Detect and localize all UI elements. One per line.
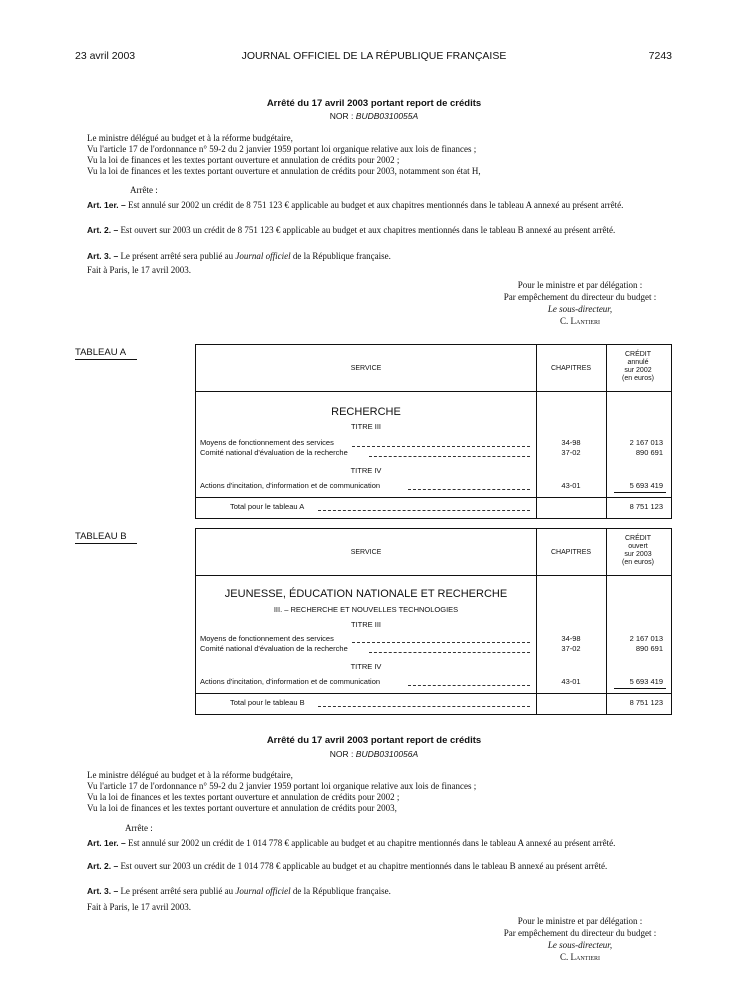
row-label: Comité national d'évaluation de la recherche — [200, 448, 348, 457]
arrete1-title: Arrêté du 17 avril 2003 portant report de crédits — [266, 98, 482, 109]
arrete2-line-1: Vu l'article 17 de l'ordonnance n° 59-2 du 2 janvier 1959 portant loi organique relative aux lois de finances ; — [87, 781, 477, 791]
col-credit-line: sur 2002 — [624, 367, 652, 374]
row-chapitre: 37-02 — [561, 644, 581, 653]
journal-officiel-italic: Journal officiel — [235, 886, 291, 896]
arrete1-signature-line-2: Par empêchement du directeur du budget : — [503, 292, 657, 302]
row-chapitre: 43-01 — [561, 481, 581, 490]
arrete1-line-1: Vu l'article 17 de l'ordonnance n° 59-2 du 2 janvier 1959 portant loi organique relative aux lois de finances ; — [87, 144, 477, 154]
header-date: 23 avril 2003 — [75, 50, 136, 62]
arrete2-article-1 — [75, 838, 672, 848]
arrete1-article-1 — [75, 200, 672, 210]
article-label: Art. 2. – — [87, 225, 119, 235]
journal-officiel-italic: Journal officiel — [235, 251, 291, 261]
nor-label: NOR : — [329, 749, 354, 759]
arrete1-line-3: Vu la loi de finances et les textes portant ouverture et annulation de crédits pour 2003, notamment son état H, — [87, 166, 481, 176]
section-title: JEUNESSE, ÉDUCATION NATIONALE ET RECHERCHE — [224, 588, 508, 600]
arrete2-article-3 — [75, 886, 672, 896]
titre-iv: TITRE IV — [350, 662, 382, 671]
row-label: Comité national d'évaluation de la recherche — [200, 644, 348, 653]
article-text: Est ouvert sur 2003 un crédit de 8 751 123 € applicable au budget et aux chapitres mentionnés dans le tableau B annexé au présent arrêté. — [120, 225, 616, 235]
col-credit-line: (en euros) — [622, 559, 654, 566]
col-service: SERVICE — [350, 549, 382, 556]
nor-code: BUDB0310056A — [355, 749, 419, 759]
arrete1-article-3 — [75, 251, 672, 261]
article-label: Art. 1er. – — [87, 838, 126, 848]
col-chapitres: CHAPITRES — [550, 549, 592, 556]
row-label: Actions d'incitation, d'information et de communication — [200, 677, 381, 686]
tableau-b-label: TABLEAU B — [75, 531, 137, 544]
arrete1-line-0: Le ministre délégué au budget et à la réforme budgétaire, — [87, 133, 293, 143]
arrete2-arrete: Arrête : — [125, 823, 153, 833]
col-credit-line: CRÉDIT — [624, 535, 652, 542]
row-label: Moyens de fonctionnement des services — [200, 438, 334, 447]
total-label: Total pour le tableau B — [230, 698, 305, 707]
nor-label: NOR : — [329, 111, 354, 121]
arrete1-line-2: Vu la loi de finances et les textes portant ouverture et annulation de crédits pour 2002 ; — [87, 155, 400, 165]
article-text: Le présent arrêté sera publié au — [120, 886, 234, 896]
article-label: Art. 3. – — [87, 251, 119, 261]
row-chapitre: 34-98 — [561, 634, 581, 643]
row-chapitre: 34-98 — [561, 438, 581, 447]
col-chapitres: CHAPITRES — [550, 365, 592, 372]
article-label: Art. 3. – — [87, 886, 119, 896]
titre-iii: TITRE III — [351, 620, 381, 629]
col-credit-line: annulé — [627, 359, 649, 366]
arrete1-signature-line-1: Pour le ministre et par délégation : — [517, 280, 643, 290]
total-label: Total pour le tableau A — [230, 502, 305, 511]
arrete1-nor — [0, 111, 748, 121]
row-label: Moyens de fonctionnement des services — [200, 634, 334, 643]
article-text: de la République française. — [292, 886, 391, 896]
arrete2-line-3: Vu la loi de finances et les textes portant ouverture et annulation de crédits pour 2003, — [87, 803, 397, 813]
row-credit: 2 167 013 — [629, 438, 663, 447]
row-credit: 5 693 419 — [629, 481, 663, 490]
row-credit: 890 691 — [635, 448, 663, 457]
col-service: SERVICE — [350, 365, 382, 372]
tableau-a — [195, 344, 672, 519]
arrete2-line-2: Vu la loi de finances et les textes portant ouverture et annulation de crédits pour 2002 ; — [87, 792, 400, 802]
article-text: de la République française. — [292, 251, 391, 261]
section-title: RECHERCHE — [331, 406, 401, 418]
nor-code: BUDB0310055A — [355, 111, 419, 121]
col-credit-line: (en euros) — [622, 375, 654, 382]
arrete1-fait: Fait à Paris, le 17 avril 2003. — [87, 265, 191, 275]
tableau-a-label: TABLEAU A — [75, 347, 137, 360]
arrete2-signatory: C. Lantieri — [560, 952, 600, 962]
article-text: Est annulé sur 2002 un crédit de 8 751 123 € applicable au budget et aux chapitres mentionnés dans le tableau A annexé au présent arrêté. — [128, 200, 624, 210]
article-text: Est ouvert sur 2003 un crédit de 1 014 778 € applicable au budget et au chapitre mentionnés dans le tableau B annexé au présent arrêté. — [120, 861, 608, 871]
arrete2-signature-line-1: Pour le ministre et par délégation : — [517, 916, 643, 926]
row-credit: 2 167 013 — [629, 634, 663, 643]
arrete2-title: Arrêté du 17 avril 2003 portant report de crédits — [266, 735, 482, 746]
arrete1-article-2 — [75, 225, 672, 235]
col-credit-line: ouvert — [628, 543, 648, 550]
header-journal-title: JOURNAL OFFICIEL DE LA RÉPUBLIQUE FRANÇAISE — [241, 50, 507, 62]
arrete2-fait: Fait à Paris, le 17 avril 2003. — [87, 902, 191, 912]
row-credit: 890 691 — [635, 644, 663, 653]
col-credit — [606, 351, 670, 383]
arrete2-signature-line-3: Le sous-directeur, — [547, 940, 613, 950]
article-text: Le présent arrêté sera publié au — [120, 251, 234, 261]
arrete1-signature-line-3: Le sous-directeur, — [547, 304, 613, 314]
article-label: Art. 2. – — [87, 861, 119, 871]
tableau-b — [195, 528, 672, 715]
subsection-title: III. – RECHERCHE ET NOUVELLES TECHNOLOGIES — [273, 605, 459, 614]
arrete2-nor — [0, 749, 748, 759]
arrete2-article-2 — [75, 861, 672, 871]
total-value: 8 751 123 — [629, 502, 663, 511]
row-chapitre: 43-01 — [561, 677, 581, 686]
arrete2-line-0: Le ministre délégué au budget et à la réforme budgétaire, — [87, 770, 293, 780]
header-page-number: 7243 — [648, 50, 672, 62]
article-text: Est annulé sur 2002 un crédit de 1 014 778 € applicable au budget et au chapitre mentionnés dans le tableau A annexé au présent arrêté. — [128, 838, 616, 848]
article-label: Art. 1er. – — [87, 200, 126, 210]
row-label: Actions d'incitation, d'information et de communication — [200, 481, 381, 490]
titre-iii: TITRE III — [351, 422, 381, 431]
arrete1-signatory: C. Lantieri — [560, 316, 600, 326]
arrete1-arrete: Arrête : — [130, 185, 158, 195]
col-credit — [606, 535, 670, 567]
row-chapitre: 37-02 — [561, 448, 581, 457]
col-credit-line: sur 2003 — [624, 551, 652, 558]
arrete2-signature-line-2: Par empêchement du directeur du budget : — [503, 928, 657, 938]
row-credit: 5 693 419 — [629, 677, 663, 686]
titre-iv: TITRE IV — [350, 466, 382, 475]
col-credit-line: CRÉDIT — [624, 351, 652, 358]
total-value: 8 751 123 — [629, 698, 663, 707]
